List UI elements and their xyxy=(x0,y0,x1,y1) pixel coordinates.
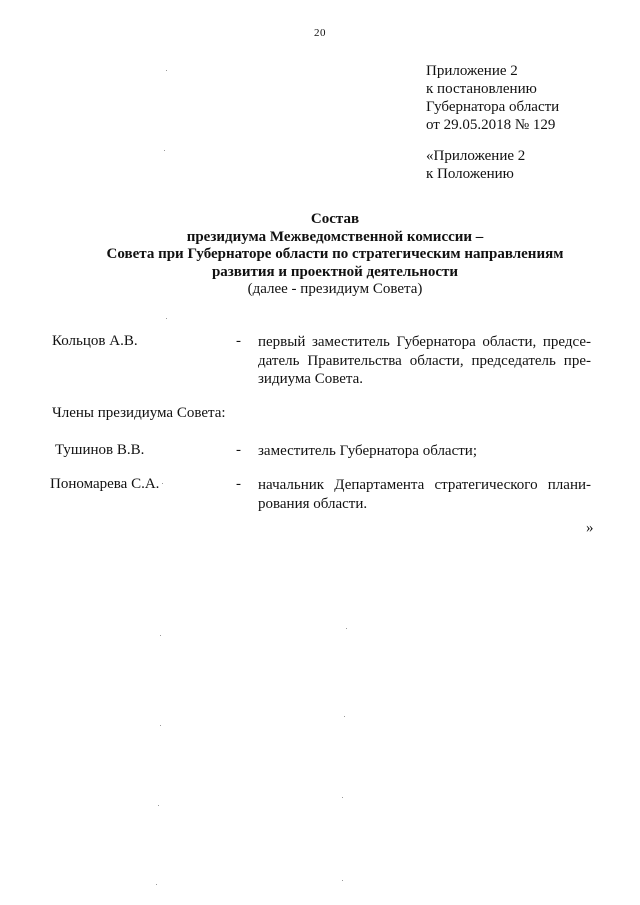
heading-line: развития и проектной деятельности xyxy=(211,263,459,280)
chair-role-line: первый заместитель Губернатора области, предсе- xyxy=(258,334,591,350)
scan-speck xyxy=(344,716,345,717)
page-number: 20 xyxy=(314,27,326,39)
member-name: Пономарева С.А. xyxy=(50,476,160,492)
scan-speck xyxy=(160,725,161,726)
scan-speck xyxy=(346,628,347,629)
member-dash: - xyxy=(236,476,241,492)
scan-speck xyxy=(156,884,157,885)
members-label: Члены президиума Совета: xyxy=(52,405,226,421)
appendix-reference xyxy=(426,62,559,134)
chair-role-line: датель Правительства области, председатель пре- xyxy=(258,352,591,369)
appendix-sub-reference xyxy=(426,147,525,183)
appendix-line: к постановлению xyxy=(426,81,537,97)
appendix-line: Приложение 2 xyxy=(426,63,518,79)
appendix-line: от 29.05.2018 № 129 xyxy=(426,117,556,133)
chair-role-line: зидиума Совета. xyxy=(258,371,364,387)
scan-speck xyxy=(158,805,159,806)
scan-speck xyxy=(342,797,343,798)
scan-speck xyxy=(166,318,167,319)
member-role xyxy=(258,442,591,461)
appendix-sub-line: «Приложение 2 xyxy=(426,148,526,164)
heading-line: Совета при Губернаторе области по стратегическим направлениям xyxy=(106,246,564,262)
member-role-line: рования области. xyxy=(258,495,368,512)
appendix-sub-line: к Положению xyxy=(426,166,514,182)
scan-speck xyxy=(162,483,163,484)
member-name: Тушинов В.В. xyxy=(55,442,145,458)
heading-note: (далее - президиум Совета) xyxy=(247,281,423,297)
closing-quote: » xyxy=(586,520,594,536)
scan-speck xyxy=(342,880,343,881)
heading-line: президиума Межведомственной комиссии – xyxy=(186,228,484,245)
scan-speck xyxy=(164,150,165,151)
scan-speck xyxy=(160,635,161,636)
member-dash: - xyxy=(236,442,241,458)
member-role-line: заместитель Губернатора области; xyxy=(258,443,478,459)
chair-role xyxy=(258,333,591,389)
heading-title: Состав xyxy=(310,211,360,227)
chair-name: Кольцов А.В. xyxy=(52,333,138,349)
member-role xyxy=(258,476,591,513)
scan-speck xyxy=(166,70,167,71)
chair-dash: - xyxy=(236,333,241,349)
appendix-line: Губернатора области xyxy=(426,99,560,115)
document-heading xyxy=(0,211,640,299)
member-role-line: начальник Департамента стратегического плани- xyxy=(258,477,591,493)
